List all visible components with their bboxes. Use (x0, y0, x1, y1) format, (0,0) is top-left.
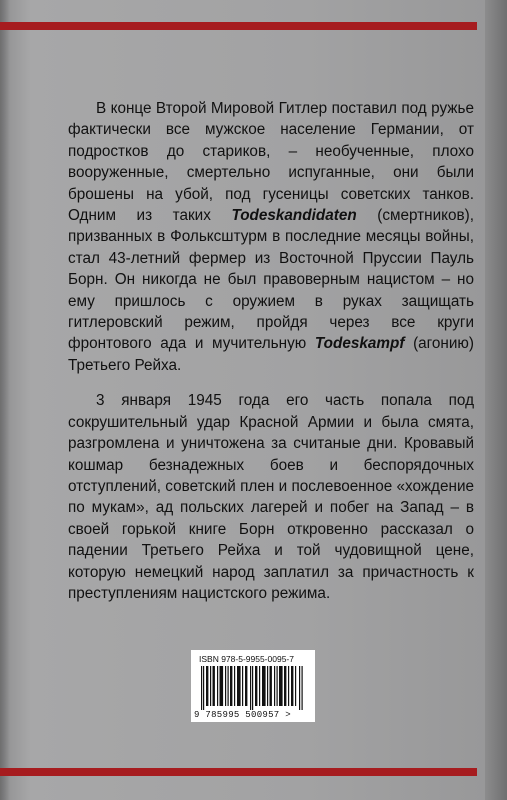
cover-right-edge (485, 0, 507, 800)
top-red-stripe (0, 22, 477, 30)
spine-shadow (0, 0, 10, 800)
blurb-text-part: (агонию) Третьего Рейха. (68, 335, 474, 374)
blurb-text-part: В конце Второй Мировой Гитлер поставил под ружье фактически все мужское население Германии, от подростков до стариков, – необученные, плохо вооруженные, смертельно испуганные, они были брошены на убой, под гусеницы советских танков. Одним из таких (68, 100, 474, 225)
term-todeskampf: Todeskampf (314, 335, 405, 353)
isbn-barcode (191, 650, 315, 722)
barcode-digits: 9 785995 500957 > (194, 710, 291, 720)
isbn-label: ISBN 978-5-9955-0095-7 (199, 654, 294, 664)
barcode-bars (199, 666, 307, 710)
blurb-text-part: (смертников), призванных в Фольксштурм в последние месяцы войны, стал 43-летний фермер из Восточной Пруссии Пауль Борн. Он никогда не был правоверным нацистом – но ему пришлось с оружием в руках защищать гитлеровский режим, пройдя через все круги фронтового ада и мучительную (68, 207, 474, 353)
bottom-red-stripe (0, 768, 477, 776)
blurb-paragraph-2: 3 января 1945 года его часть попала под сокрушительный удар Красной Армии и была смята, разгромлена и уничтожена за считаные дни. Кровавый кошмар безнадежных боев и беспорядочных отступлений, советский плен и послевоенное «хождение по мукам», ад польских лагерей и побег на Запад – в своей горькой книге Борн откровенно рассказал о падении Третьего Рейха и той чудовищной цене, которую немецкий народ заплатил за причастность к преступлениям нацистского режима. (68, 392, 474, 602)
term-todeskandidaten: Todeskandidaten (231, 207, 357, 225)
blurb-paragraph-1 (68, 98, 474, 376)
blurb-text (68, 98, 474, 604)
